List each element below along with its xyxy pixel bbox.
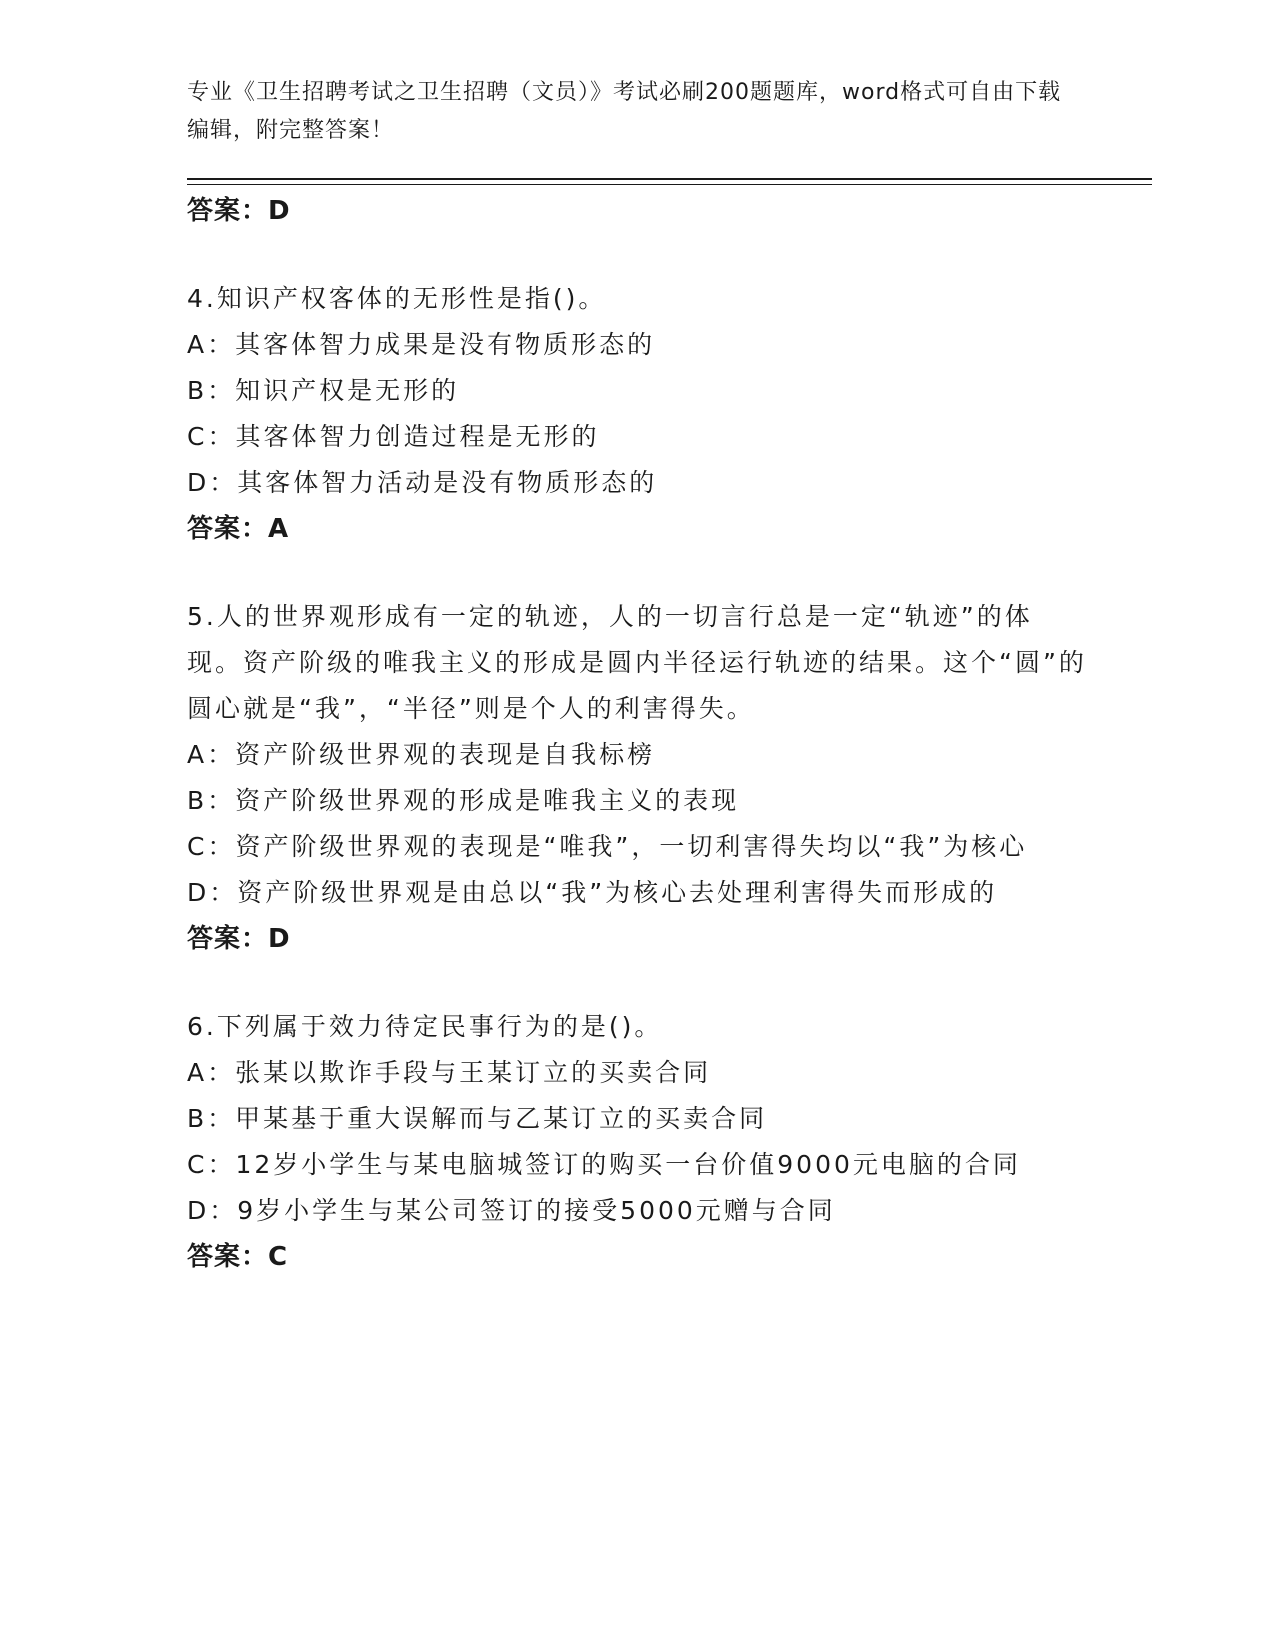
option-b: B：甲某基于重大误解而与乙某订立的买卖合同 [187, 1104, 768, 1133]
option-a: A：其客体智力成果是没有物质形态的 [187, 330, 656, 359]
question-list [187, 188, 1087, 1280]
option-b: B：知识产权是无形的 [187, 376, 460, 405]
option-b: B：资产阶级世界观的形成是唯我主义的表现 [187, 786, 740, 815]
header-divider-thin [187, 184, 1152, 185]
answer-line: 答案：C [187, 1242, 289, 1272]
document-header: 专业《卫生招聘考试之卫生招聘（文员）》考试必刷200题题库，word格式可自由下载编辑，附完整答案！ [187, 80, 1062, 143]
option-a: A：张某以欺诈手段与王某订立的买卖合同 [187, 1058, 712, 1087]
answer-line: 答案：A [187, 514, 290, 544]
question-6 [187, 1004, 1087, 1280]
question-text: 5.人的世界观形成有一定的轨迹，人的一切言行总是一定“轨迹”的体现。资产阶级的唯我主义的形成是圆内半径运行轨迹的结果。这个“圆”的圆心就是“我”，“半径”则是个人的利害得失。 [187, 602, 1087, 723]
header-divider [187, 178, 1152, 180]
question-4 [187, 276, 1087, 552]
option-a: A：资产阶级世界观的表现是自我标榜 [187, 740, 656, 769]
option-d: D：9岁小学生与某公司签订的接受5000元赠与合同 [187, 1196, 836, 1225]
option-d: D：资产阶级世界观是由总以“我”为核心去处理利害得失而形成的 [187, 878, 998, 907]
question-5 [187, 594, 1087, 962]
option-c: C：12岁小学生与某电脑城签订的购买一台价值9000元电脑的合同 [187, 1150, 1021, 1179]
question-text: 6.下列属于效力待定民事行为的是()。 [187, 1012, 663, 1041]
option-d: D：其客体智力活动是没有物质形态的 [187, 468, 658, 497]
option-c: C：资产阶级世界观的表现是“唯我”，一切利害得失均以“我”为核心 [187, 832, 1028, 861]
option-c: C：其客体智力创造过程是无形的 [187, 422, 600, 451]
answer-line: 答案：D [187, 924, 291, 954]
answer-line: 答案：D [187, 196, 291, 226]
question-text: 4.知识产权客体的无形性是指()。 [187, 284, 607, 313]
